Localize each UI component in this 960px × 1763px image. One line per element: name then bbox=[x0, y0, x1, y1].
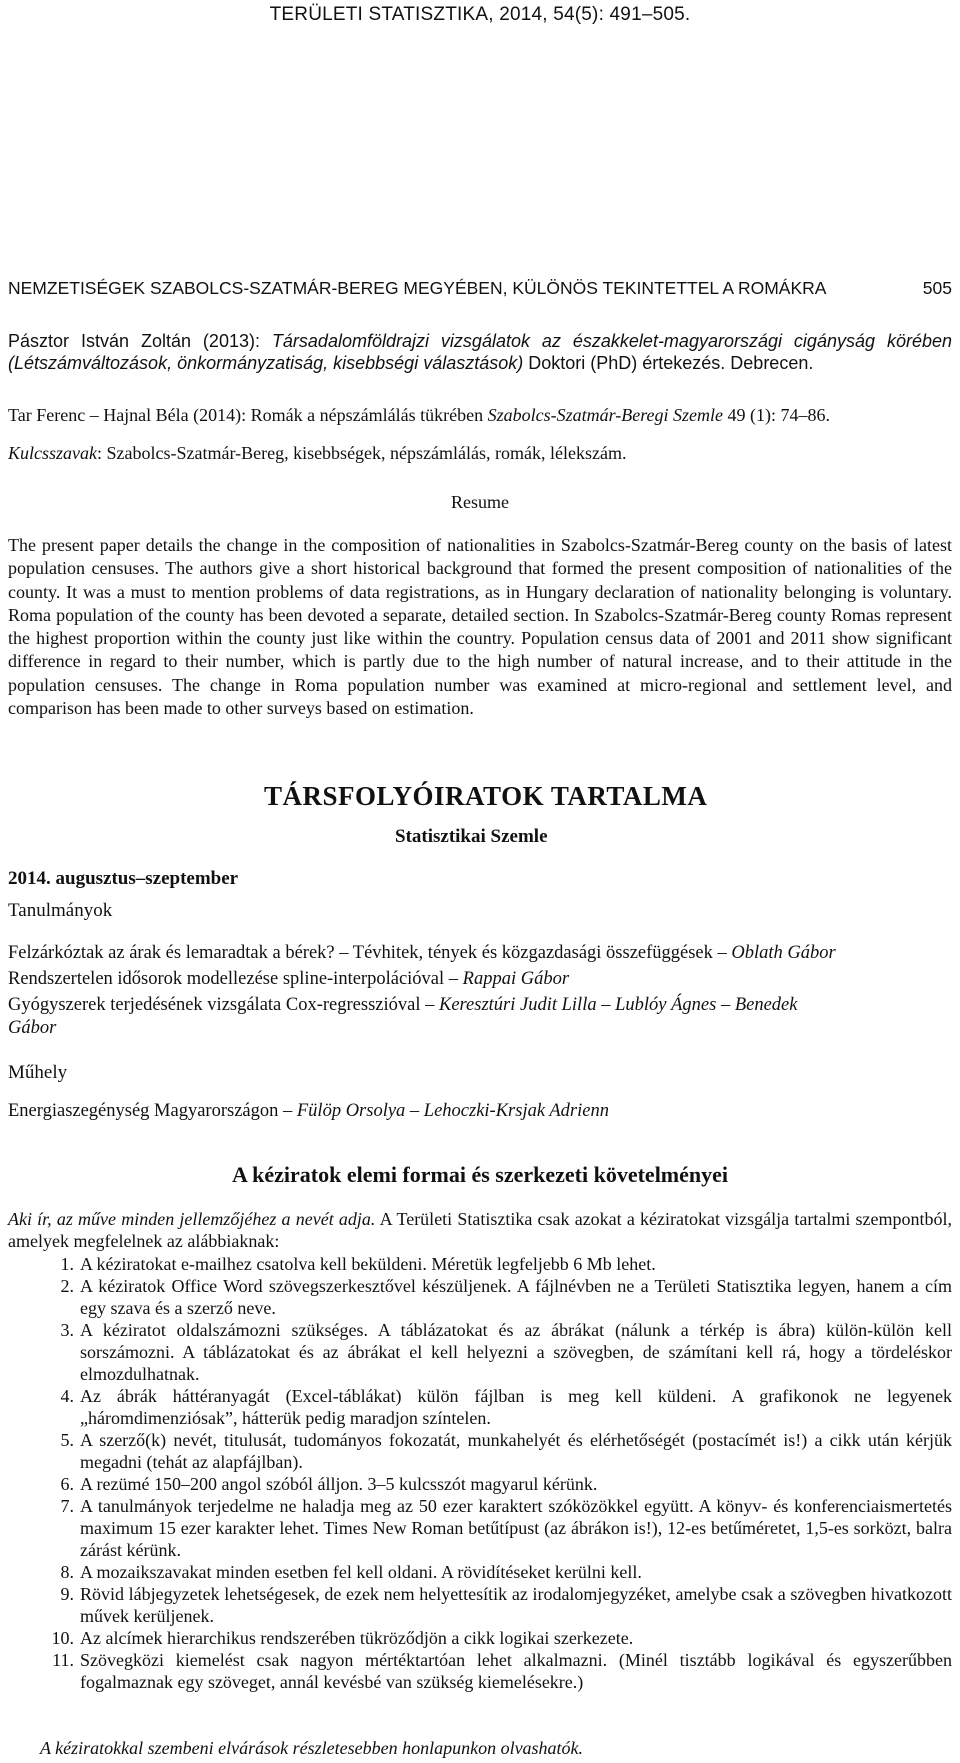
requirements-intro-text: A Területi Statisztika csak azokat a kéziratokat vizsgálja tartalmi szempontból, amelyek megfelelnek az alábbiaknak: bbox=[8, 1209, 952, 1251]
list-item bbox=[8, 1561, 952, 1583]
toc-item-authors: Fülöp Orsolya – Lehoczki-Krsjak Adrienn bbox=[296, 1101, 609, 1121]
list-item bbox=[8, 1319, 952, 1385]
list-item-number: 9. bbox=[60, 1584, 74, 1604]
requirements-title: A kéziratok elemi formai és szerkezeti követelményei bbox=[231, 1162, 729, 1187]
list-item-number: 5. bbox=[60, 1430, 74, 1450]
list-item bbox=[8, 1473, 952, 1495]
toc-section-title: Műhely bbox=[8, 1062, 68, 1083]
reference-rest: 49 (1): 74–86. bbox=[723, 405, 831, 425]
list-item-number: 6. bbox=[60, 1474, 74, 1494]
resume-title: Resume bbox=[451, 492, 509, 512]
list-item-text: A mozaikszavakat minden esetben fel kell oldani. A rövidítéseket kerülni kell. bbox=[80, 1562, 642, 1582]
list-item bbox=[8, 1649, 952, 1693]
list-item bbox=[8, 1385, 952, 1429]
reference-author: Pásztor István Zoltán (2013): bbox=[8, 331, 272, 351]
list-item-text: A kéziratot oldalszámozni szükséges. A táblázatokat és az ábrákat (nálunk a térkép is ábra) külön-külön kell sorszámozni. A táblázatokat és az ábrákat el kell helyezni a szövegben, de számítani kell rá, hogy a tördeléskor elmozdulhatnak. bbox=[80, 1320, 952, 1384]
page-number: 505 bbox=[922, 278, 952, 298]
list-item-text: Az alcímek hierarchikus rendszerében tükröződjön a cikk logikai szerkezete. bbox=[80, 1628, 634, 1648]
list-item-text: Szövegközi kiemelést csak nagyon mértéktartóan lehet alkalmazni. (Minél tisztább logikával és egyszerűbben fogalmaznak egy szöveget, annál kevésbé van szükség kiemelésekre.) bbox=[80, 1650, 952, 1692]
requirements-list bbox=[8, 1253, 952, 1693]
list-item-text: Az ábrák háttéranyagát (Excel-táblákat) külön fájlban is meg kell küldeni. A grafikonok ne legyenek „háromdimenziósak”, hátterük pedig maradjon színtelen. bbox=[80, 1386, 952, 1428]
toc-item bbox=[8, 1100, 952, 1123]
list-item bbox=[8, 1275, 952, 1319]
toc-item-title: Rendszertelen idősorok modellezése spline-interpolációval – bbox=[8, 969, 463, 989]
keywords bbox=[8, 442, 952, 464]
list-item bbox=[8, 1429, 952, 1473]
running-title: NEMZETISÉGEK SZABOLCS-SZATMÁR-BEREG MEGYÉBEN, KÜLÖNÖS TEKINTETTEL A ROMÁKRA bbox=[8, 278, 827, 298]
toc-issue: 2014. augusztus–szeptember bbox=[8, 868, 239, 889]
running-title-bar bbox=[8, 278, 952, 299]
list-item bbox=[8, 1583, 952, 1627]
toc-item-title: Gyógyszerek terjedésének vizsgálata Cox-regresszióval – bbox=[8, 995, 439, 1015]
list-item-text: A rezümé 150–200 angol szóból álljon. 3–5 kulcsszót magyarul kérünk. bbox=[80, 1474, 598, 1494]
reference-rest: Doktori (PhD) értekezés. Debrecen. bbox=[523, 353, 814, 373]
list-item-text: A kéziratokat e-mailhez csatolva kell beküldeni. Méretük legfeljebb 6 Mb lehet. bbox=[80, 1254, 656, 1274]
requirements-footer-text: A kéziratokkal szembeni elvárások részletesebben honlapunkon olvashatók. bbox=[40, 1738, 584, 1758]
list-item-text: A szerző(k) nevét, titulusát, tudományos fokozatát, munkahelyét és elérhetőségét (postacímét is!) a cikk után kérjük megadni (tehát az alapfájlban). bbox=[80, 1430, 952, 1472]
toc-item-title: Energiaszegénység Magyarországon – bbox=[8, 1101, 297, 1121]
toc-section-title: Tanulmányok bbox=[8, 900, 113, 921]
resume-body: The present paper details the change in the composition of nationalities in Szabolcs-Szatmár-Bereg county on the basis of latest population censuses. The authors give a short historical background that formed the present composition of nationalities of the county. It was a must to mention problems of data registrations, as in Hungary declaration of nationality belonging is voluntary. Roma population of the county has been devoted a separate, detailed section. In Szabolcs-Szatmár-Bereg county Romas represent the highest proportion within the county just like within the country. Population census data of 2001 and 2011 show significant difference in regard to their number, which is partly due to the high number of natural increase, and to their attitude in the population censuses. The change in Roma population number was examined at micro-regional and settlement level, and comparison has been made to other surveys based on estimation. bbox=[8, 535, 952, 719]
list-item-text: A tanulmányok terjedelme ne haladja meg az 50 ezer karaktert szóközökkel együtt. A könyv- és konferenciaismertetés maximum 15 ezer karakter lehet. Times New Roman betűtípust (az ábrákon is!), 12-es betűméretet, 1,5-es sorközt, balra zárást kérünk. bbox=[80, 1496, 952, 1560]
toc-item-title: Felzárkóztak az árak és lemaradtak a bérek? – Tévhitek, tények és közgazdasági összefüggések – bbox=[8, 943, 732, 963]
list-item-number: 7. bbox=[60, 1496, 74, 1516]
toc-item bbox=[8, 942, 952, 965]
reference-title: Társadalomföldrajzi vizsgálatok az északkelet-magyarországi cigányság körében (Létszámváltozások, önkormányzatiság, kisebbségi választások) bbox=[8, 331, 952, 373]
list-item-number: 4. bbox=[60, 1386, 74, 1406]
keywords-text: : Szabolcs-Szatmár-Bereg, kisebbségek, népszámlálás, romák, lélekszám. bbox=[97, 443, 627, 463]
requirements-footer bbox=[40, 1737, 940, 1759]
list-item-text: Rövid lábjegyzetek lehetségesek, de ezek nem helyettesítik az irodalomjegyzéket, amelybe csak a szövegben hivatkozott művek kerüljenek. bbox=[80, 1584, 952, 1626]
list-item bbox=[8, 1627, 952, 1649]
list-item-number: 2. bbox=[60, 1276, 74, 1296]
toc-item-authors: Oblath Gábor bbox=[731, 943, 836, 963]
reference-author: Tar Ferenc – Hajnal Béla (2014): Romák a népszámlálás tükrében bbox=[8, 405, 488, 425]
list-item-number: 1. bbox=[60, 1254, 74, 1274]
list-item-number: 8. bbox=[60, 1562, 74, 1582]
toc-item-authors: Keresztúri Judit Lilla – Lublóy Ágnes – Benedek Gábor bbox=[8, 995, 798, 1038]
toc-title: TÁRSFOLYÓIRATOK TARTALMA bbox=[264, 781, 708, 811]
toc-journal: Statisztikai Szemle bbox=[395, 826, 548, 847]
list-item-number: 3. bbox=[60, 1320, 74, 1340]
toc-item bbox=[8, 994, 848, 1040]
requirements-intro bbox=[8, 1208, 952, 1252]
list-item bbox=[8, 1495, 952, 1561]
keywords-label: Kulcsszavak bbox=[8, 443, 97, 463]
toc-item-authors: Rappai Gábor bbox=[462, 969, 570, 989]
reference-entry bbox=[8, 330, 952, 374]
toc-item bbox=[8, 968, 952, 991]
reference-entry bbox=[8, 404, 952, 426]
requirements-intro-motto: Aki ír, az műve minden jellemzőjéhez a nevét adja. bbox=[8, 1209, 376, 1229]
list-item bbox=[8, 1253, 952, 1275]
reference-journal: Szabolcs-Szatmár-Beregi Szemle bbox=[487, 405, 724, 425]
list-item-number: 11. bbox=[52, 1650, 74, 1670]
journal-header: TERÜLETI STATISZTIKA, 2014, 54(5): 491–505. bbox=[269, 4, 691, 25]
list-item-text: A kéziratok Office Word szövegszerkesztővel készüljenek. A fájlnévben ne a Területi Statisztika legyen, hanem a cím egy szava és a szerző neve. bbox=[80, 1276, 952, 1318]
list-item-number: 10. bbox=[51, 1628, 74, 1648]
